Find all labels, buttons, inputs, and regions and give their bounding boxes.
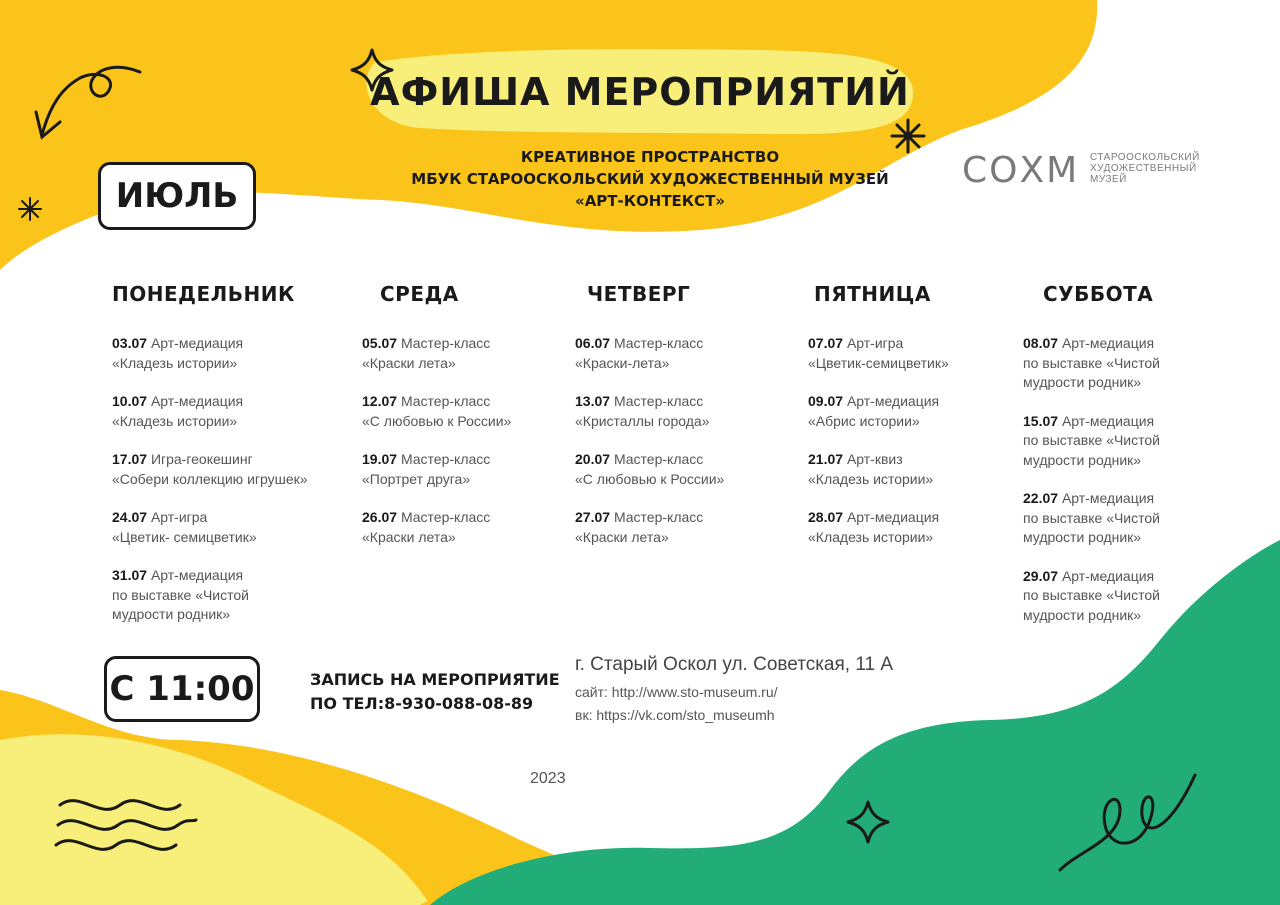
event-text: «С любовью к России» [575, 470, 725, 487]
event-text: по выставке «Чистой [1023, 432, 1160, 448]
event-text: «Кладезь истории» [112, 354, 238, 371]
event-item [575, 450, 785, 489]
event-text: Арт-медиация [1061, 567, 1155, 584]
event-text: «Краски лета» [575, 528, 669, 545]
event-item [112, 508, 332, 547]
event-date: 07.07 [808, 335, 844, 351]
event-date: 29.07 [1023, 567, 1059, 584]
day-title: ПЯТНИЦА [814, 282, 931, 306]
logo-text-line: ХУДОЖЕСТВЕННЫЙ [1090, 163, 1197, 174]
event-item [112, 334, 332, 373]
subtitle-line: «АРТ-КОНТЕКСТ» [575, 192, 725, 210]
event-item [1023, 334, 1223, 393]
event-item [362, 392, 562, 431]
event-text: Мастер-класс [613, 509, 704, 525]
event-date: 27.07 [575, 509, 611, 525]
event-text: «Абрис истории» [808, 412, 920, 429]
event-item [362, 508, 562, 547]
address: г. Старый Оскол ул. Советская, 11 А [575, 654, 894, 675]
event-text: Мастер-класс [400, 509, 491, 525]
month-badge: ИЮЛЬ [98, 162, 256, 230]
event-text: по выставке «Чистой [1023, 509, 1160, 526]
event-item [808, 450, 1008, 489]
event-text: Арт-медиация [846, 509, 940, 525]
event-item [112, 392, 332, 431]
vk-link[interactable]: вк: https://vk.com/sto_museumh [575, 707, 775, 723]
website-link[interactable]: сайт: http://www.sto-museum.ru/ [575, 684, 778, 700]
event-date: 15.07 [1023, 412, 1059, 429]
event-text: мудрости родник» [1023, 451, 1142, 468]
event-text: мудрости родник» [112, 606, 231, 622]
event-item [1023, 489, 1223, 548]
event-date: 19.07 [362, 451, 398, 467]
day-title: СРЕДА [380, 282, 459, 306]
event-text: мудрости родник» [1023, 529, 1142, 545]
event-text: Мастер-класс [613, 451, 704, 467]
event-text: Арт-игра [150, 509, 208, 525]
event-item [112, 566, 332, 625]
event-text: мудрости родник» [1023, 606, 1142, 623]
event-date: 26.07 [362, 509, 398, 525]
event-text: по выставке «Чистой [1023, 354, 1160, 371]
asterisk-icon-left [19, 198, 41, 220]
event-text: Мастер-класс [400, 335, 491, 351]
event-item [1023, 567, 1223, 626]
start-time-badge: С 11:00 [104, 656, 260, 722]
year: 2023 [530, 770, 566, 787]
day-column-wednesday [362, 282, 562, 566]
event-item [112, 450, 332, 489]
day-column-monday [112, 282, 332, 644]
day-title: ЧЕТВЕРГ [587, 282, 691, 306]
event-text: «Краски лета» [362, 354, 456, 371]
day-title: ПОНЕДЕЛЬНИК [112, 282, 295, 306]
event-date: 06.07 [575, 335, 611, 351]
subtitle-line: КРЕАТИВНОЕ ПРОСТРАНСТВО [520, 148, 780, 166]
event-text: «Краски-лета» [575, 354, 670, 371]
day-column-thursday [575, 282, 785, 566]
event-date: 12.07 [362, 393, 398, 409]
event-date: 20.07 [575, 451, 611, 467]
event-date: 13.07 [575, 393, 611, 409]
event-text: «Кладезь истории» [112, 412, 238, 429]
day-title: СУББОТА [1043, 282, 1154, 306]
event-date: 31.07 [112, 567, 148, 583]
event-text: Арт-игра [846, 335, 904, 351]
event-text: «Кладезь истории» [808, 470, 934, 487]
event-text: Арт-медиация [150, 567, 244, 583]
event-text: Мастер-класс [400, 393, 491, 409]
event-date: 08.07 [1023, 335, 1059, 351]
organizer-subtitle [400, 146, 900, 212]
museum-logo [962, 150, 1212, 190]
event-text: Арт-медиация [1061, 412, 1155, 429]
event-date: 05.07 [362, 335, 398, 351]
event-text: Игра-геокешинг [150, 451, 253, 467]
logo-mark: СОХМ [962, 150, 1080, 191]
event-text: «Кладезь истории» [808, 528, 934, 545]
registration-line: ЗАПИСЬ НА МЕРОПРИЯТИЕ [310, 670, 560, 689]
event-date: 10.07 [112, 393, 148, 409]
event-date: 21.07 [808, 451, 844, 467]
event-item [575, 334, 785, 373]
logo-text-line: СТАРООСКОЛЬСКИЙ [1090, 152, 1200, 163]
subtitle-line: МБУК СТАРООСКОЛЬСКИЙ ХУДОЖЕСТВЕННЫЙ МУЗЕЙ [411, 170, 889, 188]
event-text: Арт-квиз [846, 451, 903, 467]
event-item [808, 392, 1008, 431]
event-item [575, 392, 785, 431]
event-item [1023, 412, 1223, 471]
event-text: Мастер-класс [613, 335, 704, 351]
event-text: Мастер-класс [613, 393, 704, 409]
event-text: мудрости родник» [1023, 374, 1142, 390]
event-date: 03.07 [112, 335, 148, 351]
event-item [808, 508, 1008, 547]
registration-phone: ПО ТЕЛ:8-930-088-08-89 [310, 694, 534, 713]
event-text: «Цветик- семицветик» [112, 528, 257, 545]
event-text: Арт-медиация [150, 393, 244, 409]
event-text: Арт-медиация [1061, 490, 1155, 506]
event-item [362, 450, 562, 489]
event-text: «С любовью к России» [362, 412, 512, 429]
event-text: «Собери коллекцию игрушек» [112, 470, 308, 487]
event-text: «Портрет друга» [362, 470, 471, 487]
event-text: Арт-медиация [150, 335, 244, 351]
event-text: по выставке «Чистой [112, 586, 249, 603]
event-item [808, 334, 1008, 373]
logo-text [1090, 152, 1200, 185]
event-text: Мастер-класс [400, 451, 491, 467]
event-date: 24.07 [112, 509, 148, 525]
event-text: «Краски лета» [362, 528, 456, 545]
event-text: Арт-медиация [1061, 335, 1155, 351]
event-item [575, 508, 785, 547]
event-text: по выставке «Чистой [1023, 587, 1160, 603]
event-item [362, 334, 562, 373]
event-text: «Кристаллы города» [575, 412, 710, 429]
event-date: 17.07 [112, 451, 148, 467]
event-date: 28.07 [808, 509, 844, 525]
event-date: 22.07 [1023, 490, 1059, 506]
event-date: 09.07 [808, 393, 844, 409]
day-column-saturday [1023, 282, 1223, 644]
event-text: Арт-медиация [846, 393, 940, 409]
day-column-friday [808, 282, 1008, 566]
poster-title: АФИША МЕРОПРИЯТИЙ [370, 70, 910, 114]
event-text: «Цветик-семицветик» [808, 354, 949, 371]
registration-info [310, 668, 560, 716]
logo-text-line: МУЗЕЙ [1090, 174, 1127, 185]
